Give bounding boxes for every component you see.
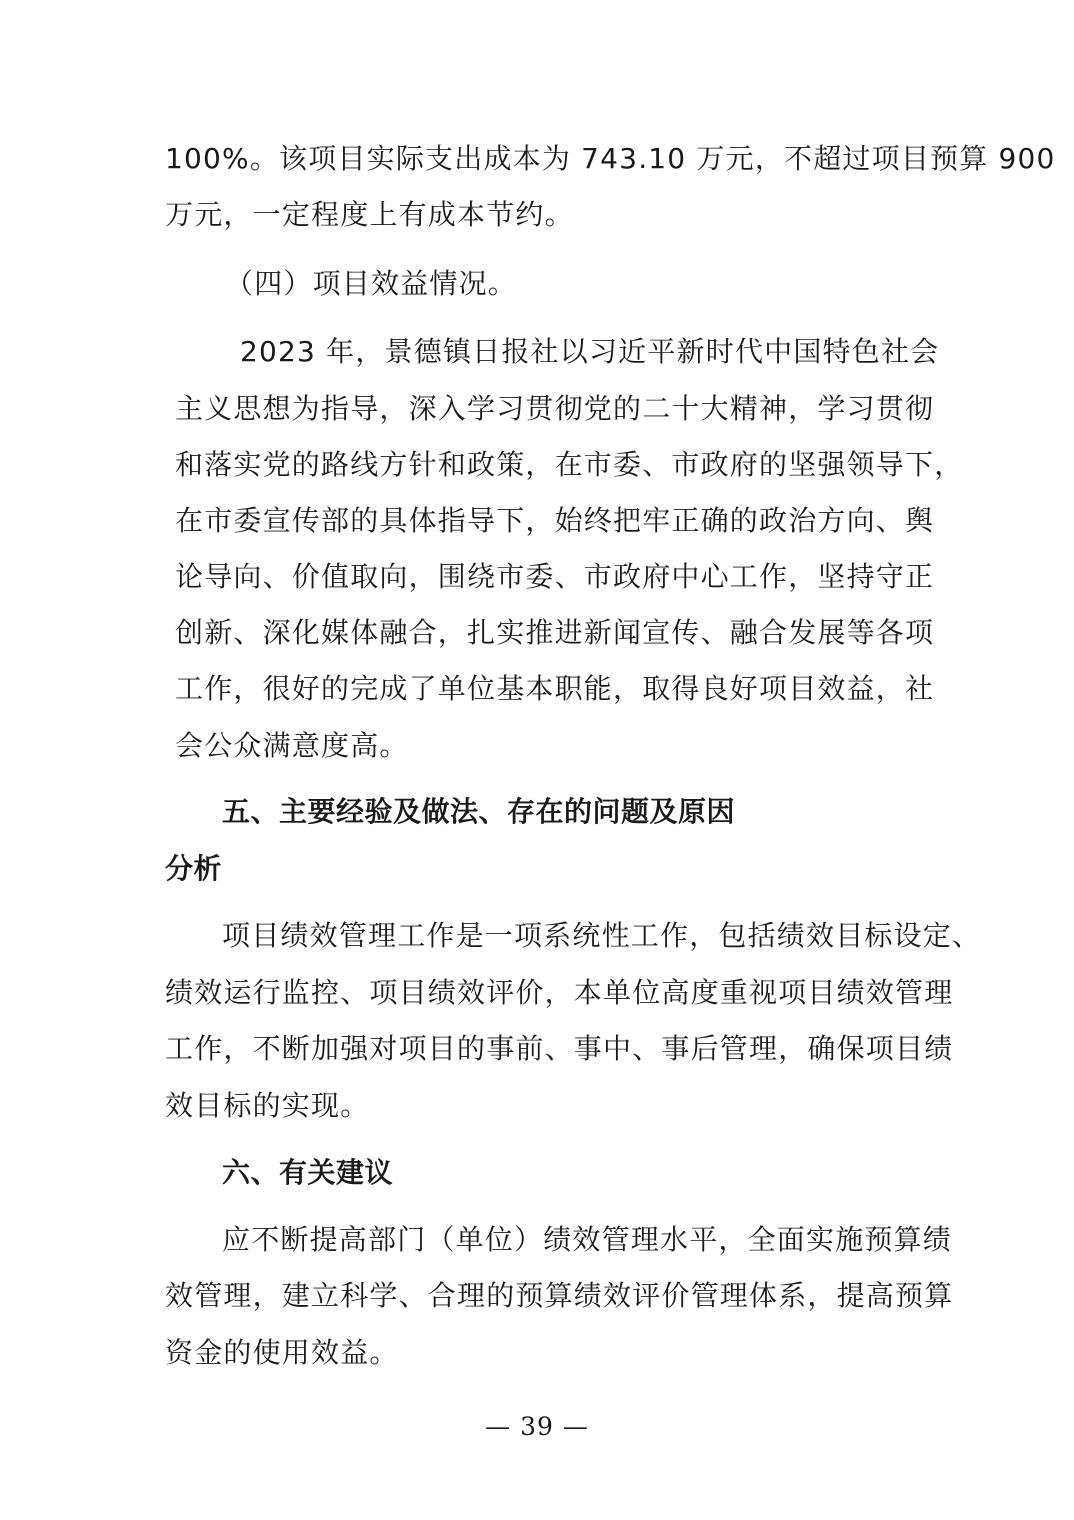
section-5-line-3: 工作，不断加强对项目的事前、事中、事后管理，确保项目绩 <box>165 1032 954 1065</box>
section-5-line-2: 绩效运行监控、项目绩效评价，本单位高度重视项目绩效管理 <box>165 976 954 1009</box>
section-6-heading: 六、有关建议 <box>222 1156 394 1189</box>
benefit-line-6: 创新、深化媒体融合，扎实推进新闻宣传、融合发展等各项 <box>175 616 935 649</box>
benefit-line-3: 和落实党的路线方针和政策，在市委、市政府的坚强领导下， <box>175 448 964 481</box>
section-5-heading-line-1: 五、主要经验及做法、存在的问题及原因 <box>222 795 736 828</box>
subheading-project-benefit: （四）项目效益情况。 <box>225 267 518 300</box>
section-6-line-3: 资金的使用效益。 <box>165 1336 399 1369</box>
cost-line-1: 100%。该项目实际支出成本为 743.10 万元，不超过项目预算 900 <box>165 142 1056 175</box>
section-5-line-1: 项目绩效管理工作是一项系统性工作，包括绩效目标设定、 <box>222 919 982 952</box>
benefit-line-8: 会公众满意度高。 <box>175 729 409 762</box>
section-6-line-2: 效管理，建立科学、合理的预算绩效评价管理体系，提高预算 <box>165 1279 954 1312</box>
page-number: — 39 — <box>485 1412 589 1441</box>
benefit-line-1: 2023 年，景德镇日报社以习近平新时代中国特色社会 <box>240 335 940 368</box>
cost-line-2: 万元，一定程度上有成本节约。 <box>165 198 574 231</box>
benefit-line-7: 工作，很好的完成了单位基本职能，取得良好项目效益，社 <box>175 672 935 705</box>
section-5-heading-line-2: 分析 <box>165 852 223 885</box>
benefit-line-4: 在市委宣传部的具体指导下，始终把牢正确的政治方向、舆 <box>175 504 935 537</box>
benefit-line-5: 论导向、价值取向，围绕市委、市政府中心工作，坚持守正 <box>175 560 935 593</box>
benefit-line-2: 主义思想为指导，深入学习贯彻党的二十大精神，学习贯彻 <box>175 392 935 425</box>
section-5-line-4: 效目标的实现。 <box>165 1089 370 1122</box>
section-6-line-1: 应不断提高部门（单位）绩效管理水平，全面实施预算绩 <box>222 1223 953 1256</box>
